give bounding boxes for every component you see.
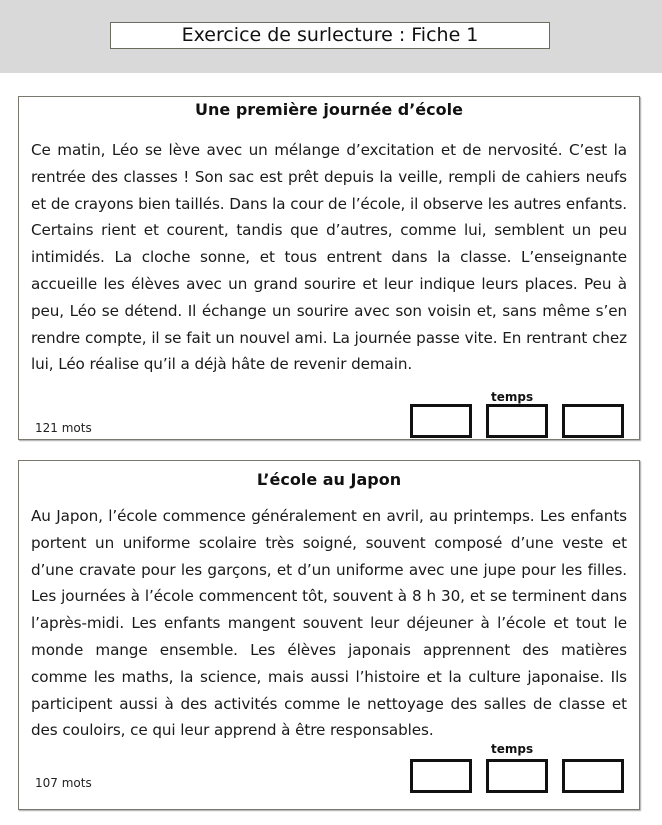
reading-card-1 (18, 96, 640, 440)
reading-title: L’école au Japon (256, 470, 402, 489)
word-count: 121 mots (35, 421, 92, 435)
time-box-1[interactable] (410, 404, 472, 438)
reading-text: Au Japon, l’école commence généralement en avril, au printemps. Les enfants portent un uniforme scolaire très soigné, souvent composé d’une veste et d’une cravate pour les garçons, et d’un uniforme avec une jupe pour les filles. Les journées à l’école commencent tôt, souvent à 8 h 30, et se terminent dans l’après-midi. Les enfants mangent souvent leur déjeuner à l’école et tout le monde mange ensemble. Les élèves japonais apprennent des matières comme les maths, la science, mais aussi l’histoire et la culture japonaise. Ils participent aussi à des activités comme le nettoyage des salles de classe et des couloirs, ce qui leur apprend à être responsables. (31, 507, 627, 740)
time-box-2[interactable] (486, 404, 548, 438)
time-label: temps (491, 742, 534, 756)
time-box-3[interactable] (562, 404, 624, 438)
page-title: Exercice de surlecture : Fiche 1 (110, 22, 550, 49)
reading-card-2 (18, 460, 640, 810)
time-box-2[interactable] (486, 759, 548, 793)
reading-text: Ce matin, Léo se lève avec un mélange d’excitation et de nervosité. C’est la rentrée des classes ! Son sac est prêt depuis la veille, rempli de cahiers neufs et de crayons bien taillés. Dans la cour de l’école, il observe les autres enfants. Certains rient et courent, tandis que d’autres, comme lui, semblent un peu intimidés. La cloche sonne, et tous entrent dans la classe. L’enseignante accueille les élèves avec un grand sourire et leur indique leurs places. Peu à peu, Léo se détend. Il échange un sourire avec son voisin et, sans même s’en rendre compte, il se fait un nouvel ami. La journée passe vite. En rentrant chez lui, Léo réalise qu’il a déjà hâte de revenir demain. (31, 141, 627, 374)
reading-title: Une première journée d’école (195, 100, 463, 119)
header-band (0, 0, 662, 73)
word-count: 107 mots (35, 776, 92, 790)
time-box-3[interactable] (562, 759, 624, 793)
time-box-1[interactable] (410, 759, 472, 793)
time-label: temps (491, 390, 534, 404)
